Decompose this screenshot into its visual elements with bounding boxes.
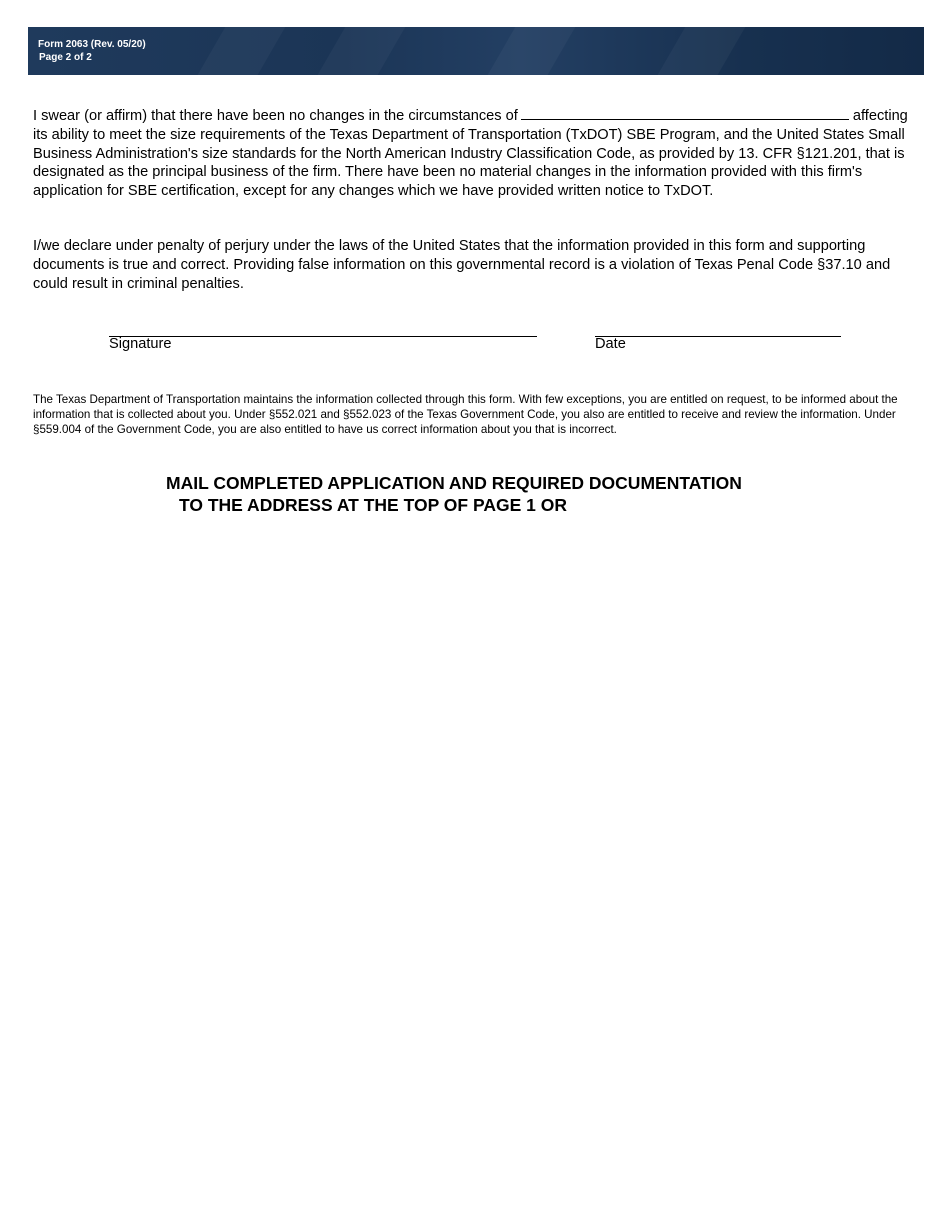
affirmation-paragraph [33, 106, 913, 201]
affirmation-lead: I swear (or affirm) that there have been no changes in the circumstances of [33, 108, 518, 124]
declaration-paragraph: I/we declare under penalty of perjury under the laws of the United States that the information provided in this form and supporting documents is true and correct. Providing false information on this governmental record is a violation of Texas Penal Code §37.10 and could result in criminal penalties. [33, 238, 891, 292]
signature-label: Signature [109, 336, 172, 352]
form-id: Form 2063 (Rev. 05/20) [38, 39, 146, 50]
header-decoration [469, 27, 587, 75]
form-header-banner [28, 27, 924, 75]
privacy-notice: The Texas Department of Transportation maintains the information collected through this form. With few exceptions, you are entitled on request, to be informed about the information that is collected about you. Under §552.021 and §552.023 of the Texas Government Code, you also are entitled to receive and review the information. Under §559.004 of the Government Code, you are also entitled to have us correct information about you that is incorrect. [33, 393, 898, 436]
firm-name-field[interactable] [521, 106, 849, 120]
affirmation-body: affecting its ability to meet the size requirements of the Texas Department of Transportation (TxDOT) SBE Program, and the United States Small Business Administration's size standards for the North American Industry Classification Code, as provided by 13. CFR §121.201, that is designated as the principal business of the firm. There have been no material changes in the information provided with this firm's application for SBE certification, except for any changes which we have provided written notice to TxDOT. [33, 108, 908, 200]
date-label: Date [595, 336, 626, 352]
page-number: Page 2 of 2 [39, 52, 92, 63]
date-field[interactable] [595, 336, 841, 337]
signature-field[interactable] [109, 336, 537, 337]
mail-instructions-line-1: MAIL COMPLETED APPLICATION AND REQUIRED DOCUMENTATION [166, 473, 742, 493]
mail-instructions-line-2: TO THE ADDRESS AT THE TOP OF PAGE 1 OR [179, 495, 567, 515]
header-decoration [639, 27, 757, 75]
header-decoration [179, 27, 297, 75]
header-decoration [299, 27, 417, 75]
